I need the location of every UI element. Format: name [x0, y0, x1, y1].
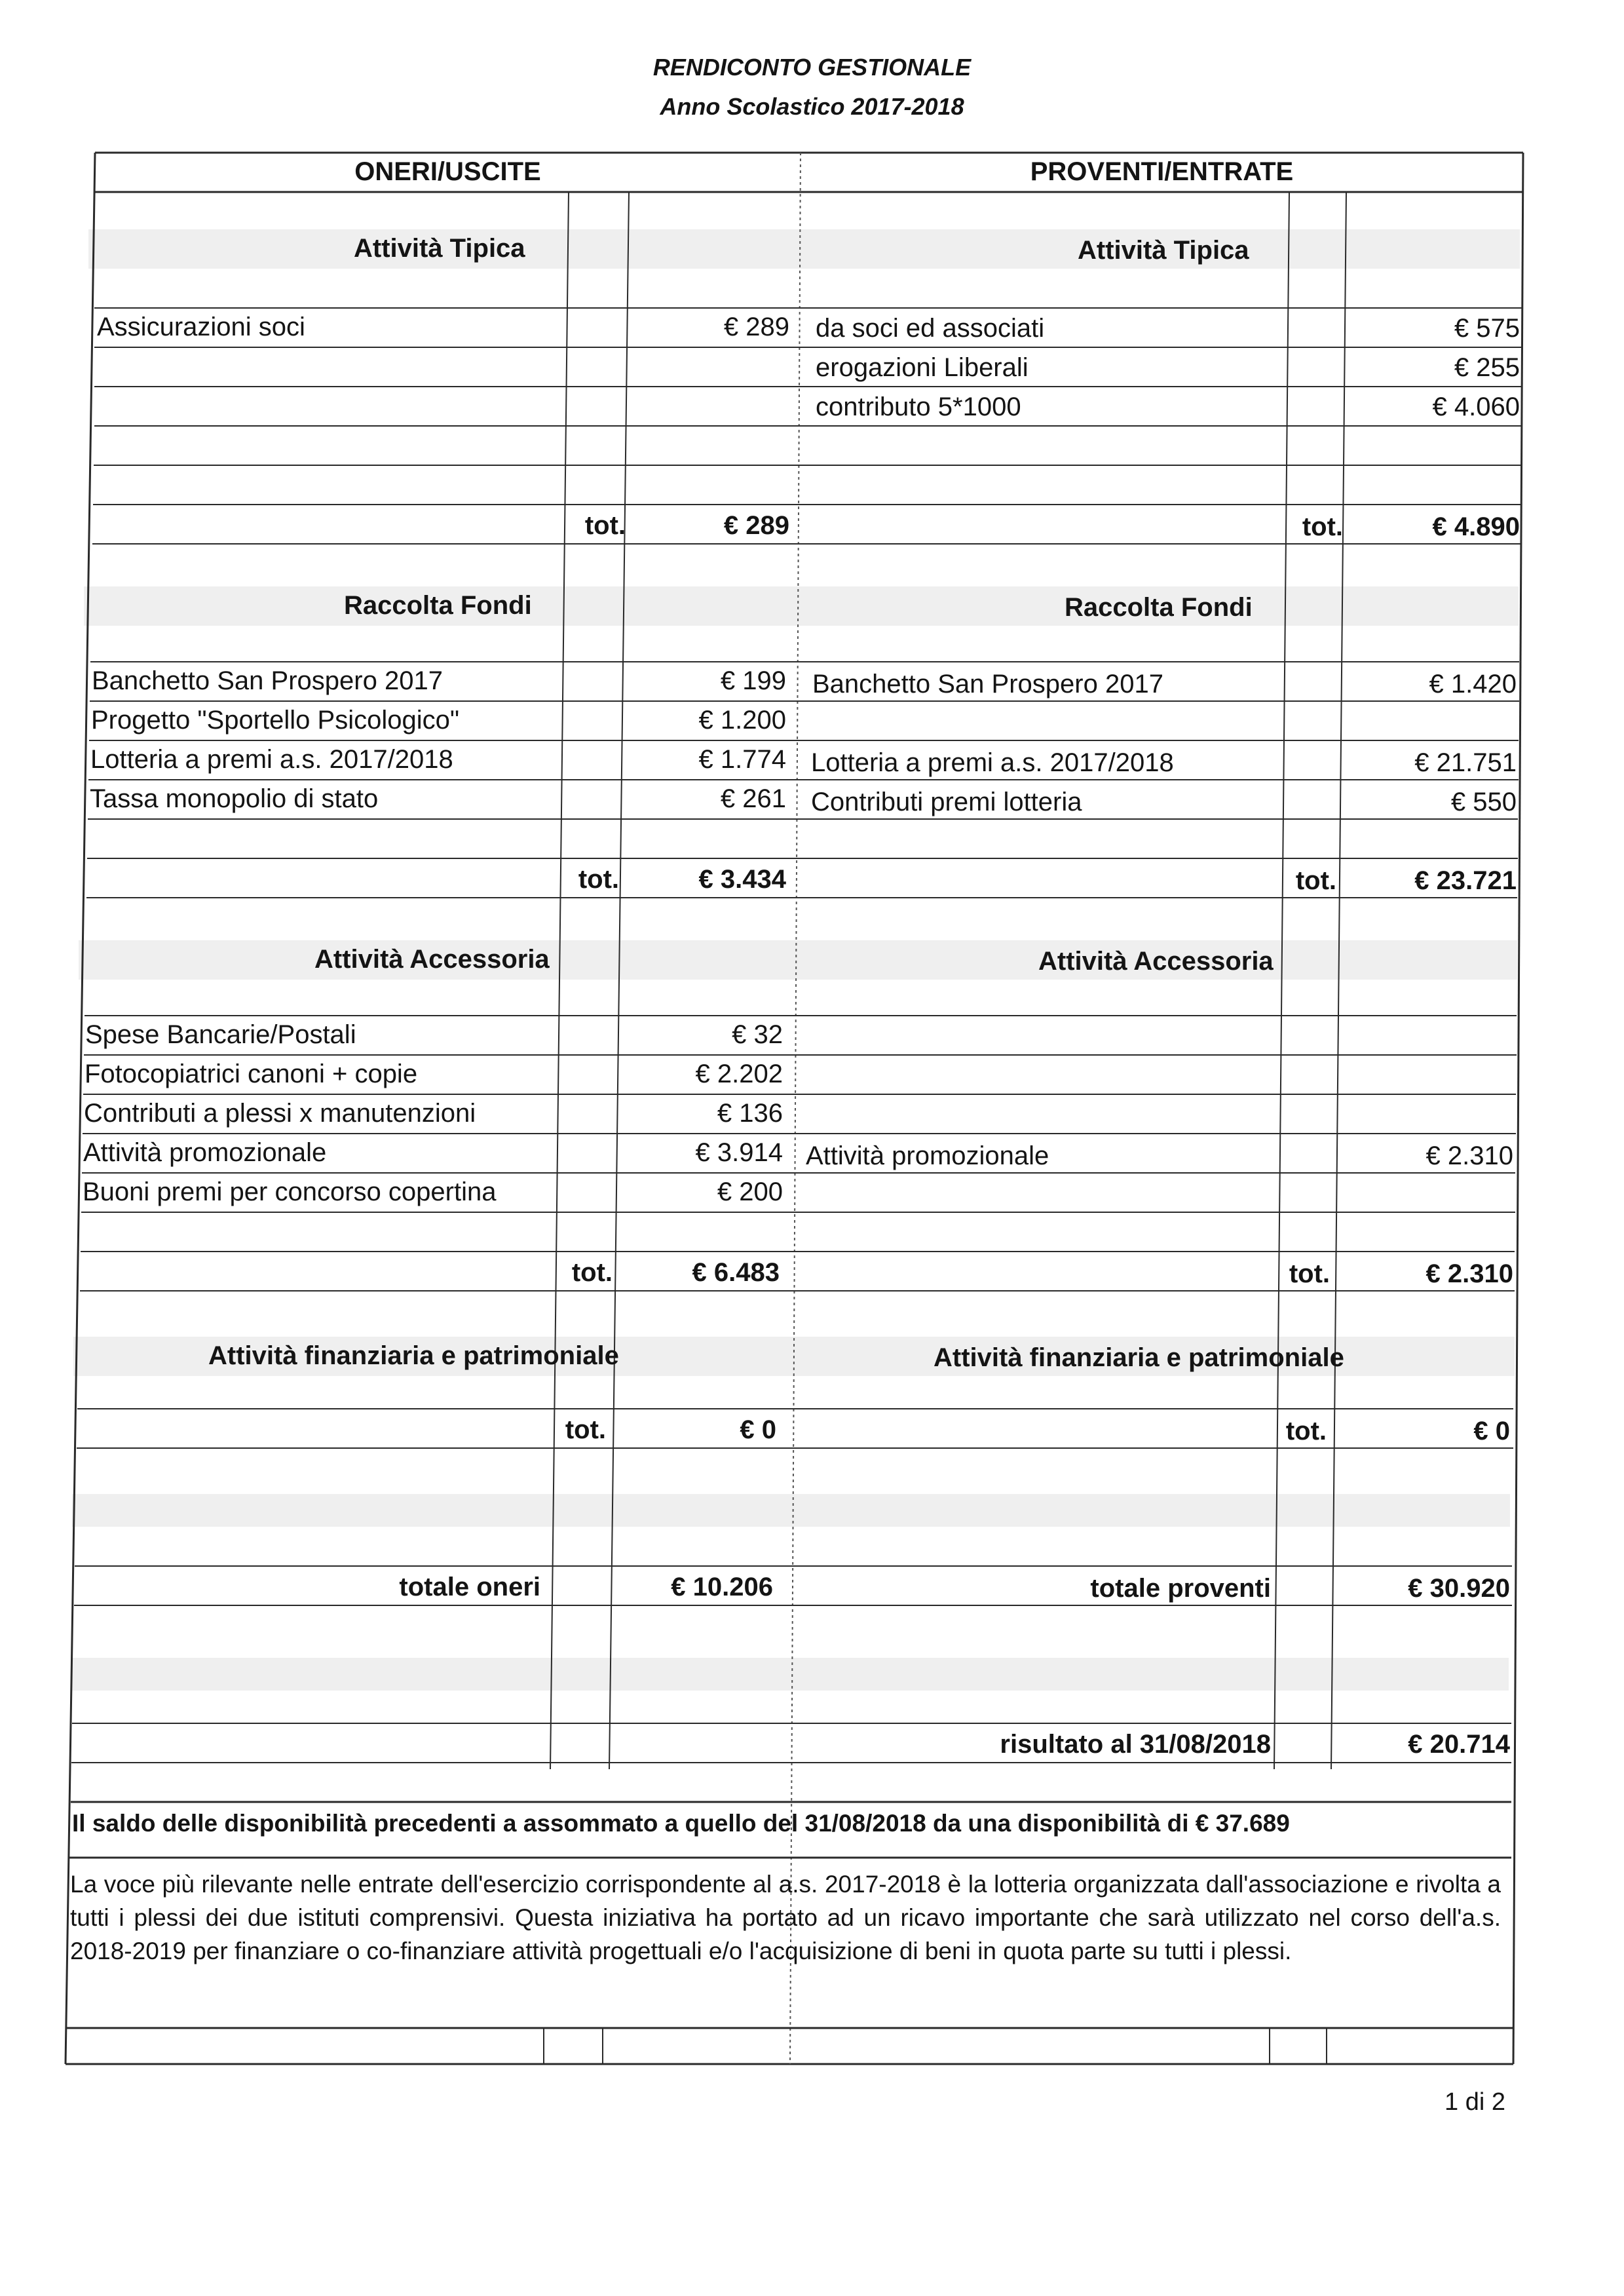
oneri-accessoria-amount-4: € 3.914: [695, 1138, 783, 1167]
finanziaria-total-left: € 0: [740, 1415, 776, 1444]
proventi-fondi-amount-1: € 1.420: [1429, 670, 1517, 698]
risultato-label: risultato al 31/08/2018: [1000, 1730, 1271, 1759]
tipica-total-right: € 4.890: [1432, 512, 1520, 541]
oneri-accessoria-label-4: Attività promozionale: [83, 1138, 327, 1167]
finanziaria-total-right: € 0: [1473, 1417, 1510, 1445]
page-number: 1 di 2: [1445, 2088, 1505, 2116]
risultato-value: € 20.714: [1408, 1730, 1510, 1759]
oneri-fondi-amount-3: € 1.774: [698, 745, 786, 774]
proventi-fondi-amount-2: € 21.751: [1414, 748, 1517, 777]
section-label-tipica-right: Attività Tipica: [1078, 236, 1249, 265]
proventi-tipica-amount-3: € 4.060: [1432, 392, 1520, 421]
proventi-tipica-amount-2: € 255: [1454, 353, 1520, 382]
accessoria-tot-label-right: tot.: [1289, 1259, 1330, 1288]
section-label-finanziaria-right: Attività finanziaria e patrimoniale: [934, 1343, 1344, 1372]
oneri-fondi-amount-1: € 199: [720, 666, 786, 695]
accessoria-total-right: € 2.310: [1426, 1259, 1513, 1288]
totale-oneri-label: totale oneri: [399, 1573, 540, 1601]
section-label-finanziaria-left: Attività finanziaria e patrimoniale: [208, 1341, 619, 1370]
proventi-tipica-label-3: contributo 5*1000: [816, 392, 1021, 421]
oneri-fondi-label-3: Lotteria a premi a.s. 2017/2018: [90, 745, 453, 774]
proventi-fondi-label-3: Contributi premi lotteria: [811, 788, 1082, 816]
accessoria-tot-label-left: tot.: [571, 1258, 613, 1287]
fondi-total-right: € 23.721: [1414, 866, 1517, 895]
fondi-total-left: € 3.434: [698, 865, 786, 894]
oneri-fondi-amount-4: € 261: [720, 784, 786, 813]
document-subtitle: Anno Scolastico 2017-2018: [660, 93, 964, 120]
proventi-fondi-amount-3: € 550: [1450, 788, 1517, 816]
totale-proventi-value: € 30.920: [1408, 1574, 1510, 1603]
oneri-accessoria-amount-5: € 200: [717, 1177, 783, 1206]
section-label-accessoria-left: Attività Accessoria: [314, 945, 550, 974]
tipica-tot-label-left: tot.: [584, 511, 626, 540]
proventi-tipica-label-2: erogazioni Liberali: [816, 353, 1029, 382]
oneri-tipica-amount: € 289: [723, 313, 789, 341]
proventi-tipica-amount-1: € 575: [1454, 314, 1520, 343]
section-label-fondi-left: Raccolta Fondi: [344, 591, 532, 620]
oneri-fondi-label-2: Progetto "Sportello Psicologico": [91, 706, 460, 735]
header-oneri-uscite: ONERI/USCITE: [354, 157, 541, 186]
proventi-tipica-label-1: da soci ed associati: [816, 314, 1045, 343]
accessoria-total-left: € 6.483: [692, 1258, 780, 1287]
fondi-tot-label-left: tot.: [578, 865, 619, 894]
oneri-tipica-label: Assicurazioni soci: [97, 313, 305, 341]
section-label-accessoria-right: Attività Accessoria: [1038, 947, 1274, 976]
oneri-accessoria-amount-2: € 2.202: [695, 1060, 783, 1088]
oneri-fondi-amount-2: € 1.200: [698, 706, 786, 735]
oneri-fondi-label-4: Tassa monopolio di stato: [90, 784, 379, 813]
oneri-accessoria-label-1: Spese Bancarie/Postali: [85, 1020, 356, 1049]
oneri-accessoria-amount-3: € 136: [717, 1099, 783, 1128]
tipica-tot-label-right: tot.: [1302, 512, 1343, 541]
proventi-accessoria-amount-1: € 2.310: [1426, 1141, 1513, 1170]
finanziaria-tot-label-right: tot.: [1285, 1417, 1327, 1445]
header-proventi-entrate: PROVENTI/ENTRATE: [1030, 157, 1294, 186]
finanziaria-tot-label-left: tot.: [565, 1415, 606, 1444]
section-label-tipica-left: Attività Tipica: [354, 234, 525, 263]
totale-proventi-label: totale proventi: [1090, 1574, 1271, 1603]
oneri-fondi-label-1: Banchetto San Prospero 2017: [92, 666, 443, 695]
note-paragraph: La voce più rilevante nelle entrate dell'esercizio corrispondente al a.s. 2017-2018 è la lotteria organizzata dall'associazione e rivolta a tutti i plessi dei due istituti comprensivi. Questa iniziativa ha portato ad un ricavo importante che sarà utilizzato nel corso dell'a.s. 2018-2019 per finanziare o co-finanziare attività progettuali e/o l'acquisizione di beni in quota parte su tutti i plessi.: [70, 1871, 1501, 1964]
oneri-accessoria-amount-1: € 32: [732, 1020, 783, 1049]
fondi-tot-label-right: tot.: [1295, 866, 1336, 895]
document-title: RENDICONTO GESTIONALE: [652, 54, 972, 81]
oneri-accessoria-label-5: Buoni premi per concorso copertina: [83, 1177, 497, 1206]
proventi-accessoria-label-1: Attività promozionale: [806, 1141, 1049, 1170]
section-label-fondi-right: Raccolta Fondi: [1065, 593, 1253, 622]
saldo-summary: Il saldo delle disponibilità precedenti a assommato a quello del 31/08/2018 da una disponibilità di € 37.689: [72, 1810, 1290, 1837]
totale-oneri-value: € 10.206: [671, 1573, 773, 1601]
oneri-accessoria-label-2: Fotocopiatrici canoni + copie: [85, 1060, 418, 1088]
tipica-total-left: € 289: [723, 511, 789, 540]
proventi-fondi-label-1: Banchetto San Prospero 2017: [812, 670, 1163, 698]
oneri-accessoria-label-3: Contributi a plessi x manutenzioni: [84, 1099, 476, 1128]
proventi-fondi-label-2: Lotteria a premi a.s. 2017/2018: [811, 748, 1174, 777]
